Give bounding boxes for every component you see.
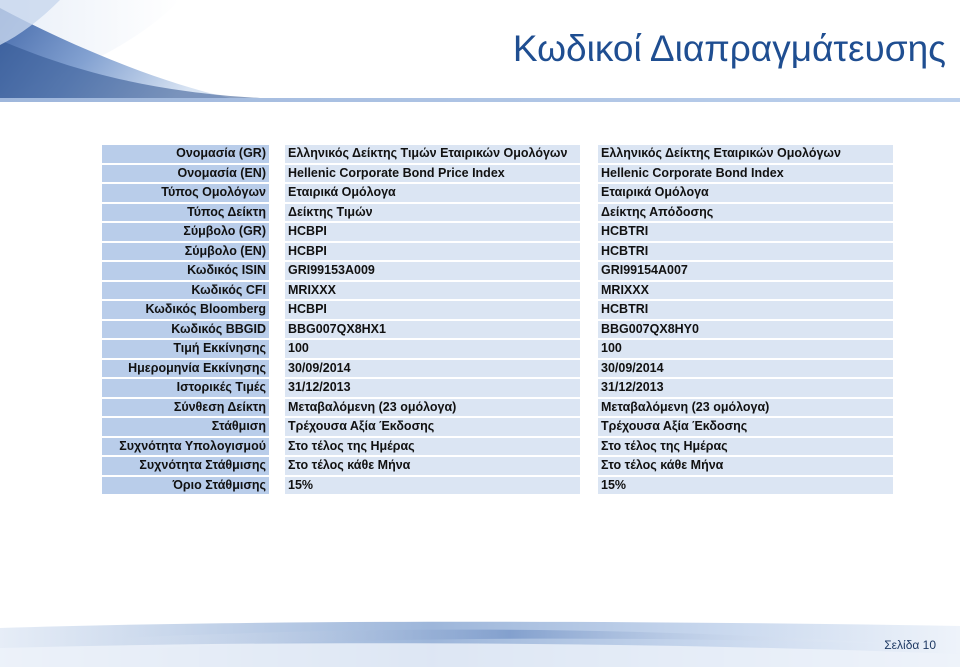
total-return-index-value: HCBTRI [598,223,893,241]
price-index-value: 15% [285,477,580,495]
field-label: Ιστορικές Τιμές [102,379,269,397]
field-label: Σύμβολο (EN) [102,243,269,261]
field-label: Τύπος Δείκτη [102,204,269,222]
total-return-index-value: Εταιρικά Ομόλογα [598,184,893,202]
total-return-index-value: Hellenic Corporate Bond Index [598,165,893,183]
field-label: Κωδικός ISIN [102,262,269,280]
footer-swoosh-graphic [0,618,960,667]
total-return-index-value: GRI99154A007 [598,262,893,280]
total-return-index-value: Μεταβαλόμενη (23 ομόλογα) [598,399,893,417]
page-title: Κωδικοί Διαπραγμάτευσης [512,28,946,69]
total-return-index-value: MRIXXX [598,282,893,300]
total-return-index-value: 100 [598,340,893,358]
field-label: Στάθμιση [102,418,269,436]
price-index-value: BBG007QX8HX1 [285,321,580,339]
field-label: Όριο Στάθμισης [102,477,269,495]
field-label: Τύπος Ομολόγων [102,184,269,202]
price-index-value: MRIXXX [285,282,580,300]
price-index-value: HCBPI [285,301,580,319]
price-index-value: Μεταβαλόμενη (23 ομόλογα) [285,399,580,417]
slide-number: Σελίδα 10 [884,638,936,652]
total-return-index-value: Ελληνικός Δείκτης Εταιρικών Ομολόγων [598,145,893,163]
total-return-index-value: 30/09/2014 [598,360,893,378]
price-index-value: Εταιρικά Ομόλογα [285,184,580,202]
price-index-value: Δείκτης Τιμών [285,204,580,222]
total-return-index-value: Στο τέλος της Ημέρας [598,438,893,456]
price-index-value: Hellenic Corporate Bond Price Index [285,165,580,183]
price-index-value: 31/12/2013 [285,379,580,397]
price-index-column [285,145,580,496]
field-label: Κωδικός BBGID [102,321,269,339]
field-label: Συχνότητα Υπολογισμού [102,438,269,456]
field-label: Κωδικός Bloomberg [102,301,269,319]
field-label: Σύνθεση Δείκτη [102,399,269,417]
total-return-index-value: Δείκτης Απόδοσης [598,204,893,222]
total-return-index-value: HCBTRI [598,301,893,319]
field-label: Συχνότητα Στάθμισης [102,457,269,475]
price-index-value: Στο τέλος της Ημέρας [285,438,580,456]
total-return-index-value: Στο τέλος κάθε Μήνα [598,457,893,475]
price-index-value: Ελληνικός Δείκτης Τιμών Εταιρικών Ομολόγων [285,145,580,163]
total-return-index-value: BBG007QX8HY0 [598,321,893,339]
total-return-index-value: HCBTRI [598,243,893,261]
field-label: Ονομασία (GR) [102,145,269,163]
total-return-index-value: Τρέχουσα Αξία Έκδοσης [598,418,893,436]
price-index-value: Τρέχουσα Αξία Έκδοσης [285,418,580,436]
field-label: Ονομασία (EN) [102,165,269,183]
price-index-value: 100 [285,340,580,358]
price-index-value: HCBPI [285,243,580,261]
field-label: Ημερομηνία Εκκίνησης [102,360,269,378]
field-label: Σύμβολο (GR) [102,223,269,241]
field-label-column [102,145,269,496]
price-index-value: GRI99153A009 [285,262,580,280]
total-return-index-value: 15% [598,477,893,495]
price-index-value: Στο τέλος κάθε Μήνα [285,457,580,475]
price-index-value: 30/09/2014 [285,360,580,378]
total-return-index-column [598,145,893,496]
field-label: Τιμή Εκκίνησης [102,340,269,358]
price-index-value: HCBPI [285,223,580,241]
field-label: Κωδικός CFI [102,282,269,300]
total-return-index-value: 31/12/2013 [598,379,893,397]
